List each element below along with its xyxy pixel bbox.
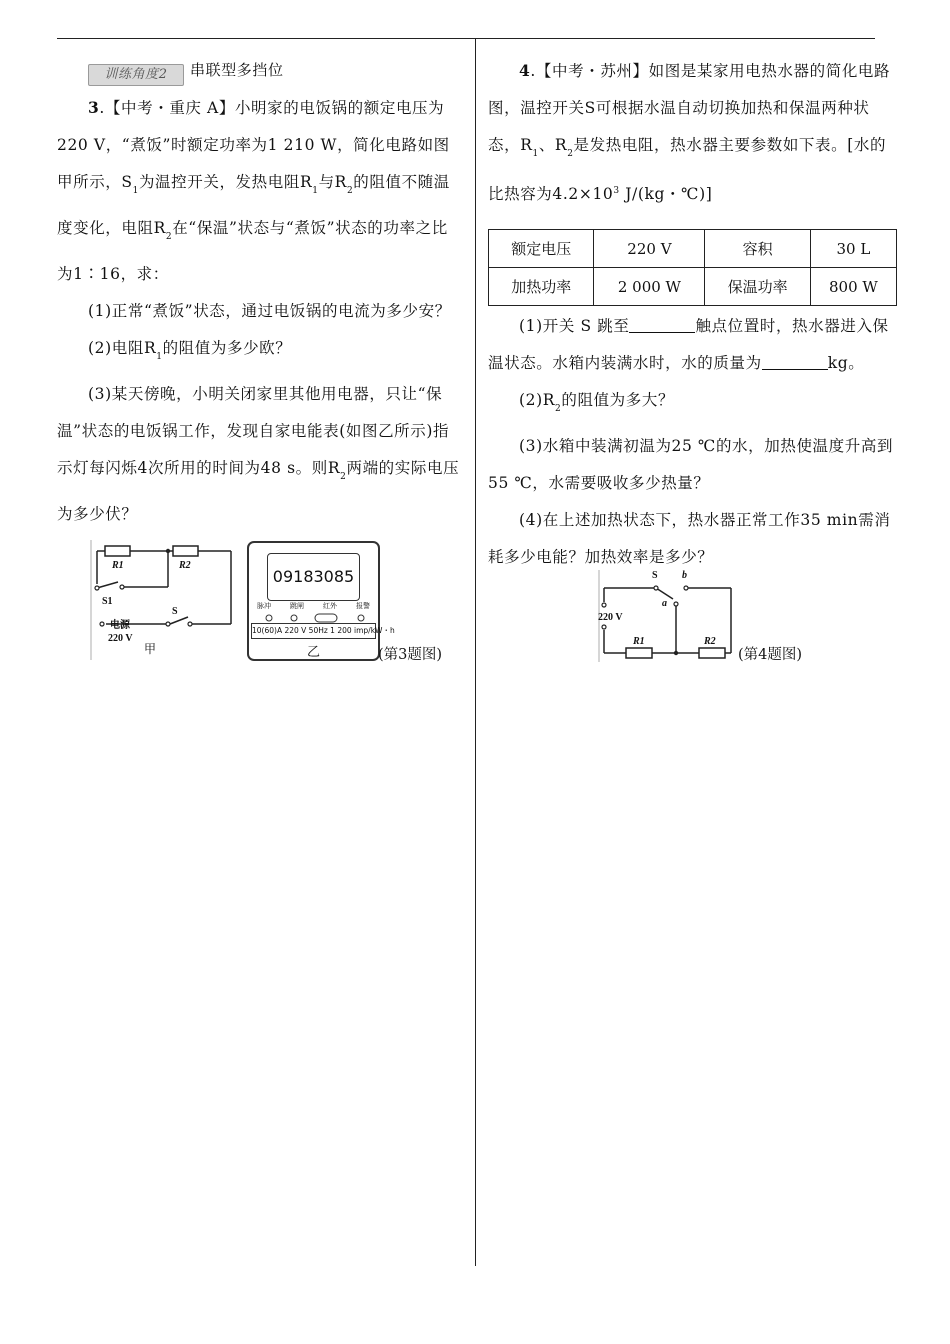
top-rule [57, 38, 875, 39]
electric-meter [247, 541, 395, 661]
label-b: b [682, 570, 687, 581]
q3-sub2: (2)电阻$R_1$的阻值为多少欧？ [88, 339, 292, 362]
label-r2: R2 [179, 560, 191, 571]
label-r2: R2 [704, 636, 716, 647]
q4-number: 4 [519, 61, 531, 80]
q3-tag: .【中考・重庆 A】 [99, 99, 235, 117]
q3-sub1: (1)正常“煮饭”状态，通过电饭锅的电流为多少安？ [88, 302, 451, 320]
switch-s1 [97, 582, 118, 588]
q4-sub3: (3)水箱中装满初温为25 ℃的水，加热使温度升高到55 ℃，水需要吸收多少热量？ [488, 437, 894, 492]
parameters-table [488, 229, 897, 306]
q3-number: 3 [88, 98, 100, 117]
caption-fig4: (第4题图) [738, 647, 803, 663]
right-column [488, 52, 898, 213]
column-divider [475, 38, 476, 1266]
resistor-r2 [699, 648, 725, 658]
meter-indicators [263, 613, 368, 623]
resistor-r1 [105, 546, 130, 556]
q4-sub2: $(2)R_2$的阻值为多大？ [519, 391, 675, 414]
q3-stem: 3.【中考・重庆 A】小明家的电饭锅的额定电压为220 V，“煮饭”时额定功率为1 210 W，简化电路如图甲所示，$S_1$为温控开关，发热电阻$R_1$与$R_2$的阻值不随温度变化，电阻$R_2$在“保温”状态与“煮饭”状态的功率之比为1∶16，求： [57, 98, 450, 283]
label-a: a [662, 598, 667, 609]
circuit-diagram-q4 [596, 566, 736, 662]
right-column-questions [488, 308, 898, 576]
label-r1: R1 [633, 636, 645, 647]
section-title: 串联型多挡位 [190, 61, 284, 79]
label-s: S [172, 606, 178, 617]
table-row: 额定电压 220 V 容积 30 L [489, 230, 897, 268]
meter-spec: 10(60)A 220 V 50Hz 1 200 imp/kW・h [251, 623, 376, 639]
switch-s [170, 617, 188, 624]
left-column [57, 52, 462, 533]
q4-stem: 4.【中考・苏州】如图是某家用电热水器的简化电路图，温控开关S可根据水温自动切换加热和保温两种状态，$R_1$、$R_2$是发热电阻，热水器主要参数如下表。[水的比热容为$4.2\times 10^3$ J/(kg・℃)] [488, 61, 891, 204]
resistor-r1 [626, 648, 652, 658]
answer-blank[interactable] [762, 353, 828, 370]
q3-sub3: (3)某天傍晚，小明关闭家里其他用电器，只让“保温”状态的电饭锅工作，发现自家电能表(如图乙所示)指示灯每闪烁4次所用的时间为48 s。则$R_2$两端的实际电压为多少伏？ [57, 385, 460, 523]
label-voltage: 220 V [598, 612, 623, 623]
table-row: 加热功率 2 000 W 保温功率 800 W [489, 268, 897, 306]
q4-tag: .【中考・苏州】 [530, 62, 649, 80]
q4-sub4: (4)在上述加热状态下，热水器正常工作35 min需消耗多少电能？加热效率是多少？ [488, 511, 891, 566]
label-s: S [652, 570, 658, 581]
section-badge: 训练角度2 [88, 64, 184, 86]
label-r1: R1 [112, 560, 124, 571]
answer-blank[interactable] [629, 316, 695, 333]
section-heading [57, 52, 462, 89]
label-jia: 甲 [144, 642, 157, 656]
label-source: 电源 [110, 620, 130, 631]
q4-sub1: (1)开关 S 跳至 触点位置时，热水器进入保温状态。水箱内装满水时，水的质量为 kg。 [488, 317, 889, 372]
meter-reading: 09183085 [267, 553, 360, 601]
resistor-r2 [173, 546, 198, 556]
label-yi: 乙 [306, 645, 320, 660]
circuit-diagram-a [88, 540, 243, 660]
label-voltage: 220 V [108, 633, 133, 644]
label-s1: S1 [102, 596, 113, 607]
caption-fig3: (第3题图) [378, 647, 443, 663]
meter-button-labels: 脉冲 跳闸 红外 报警 [257, 602, 370, 610]
